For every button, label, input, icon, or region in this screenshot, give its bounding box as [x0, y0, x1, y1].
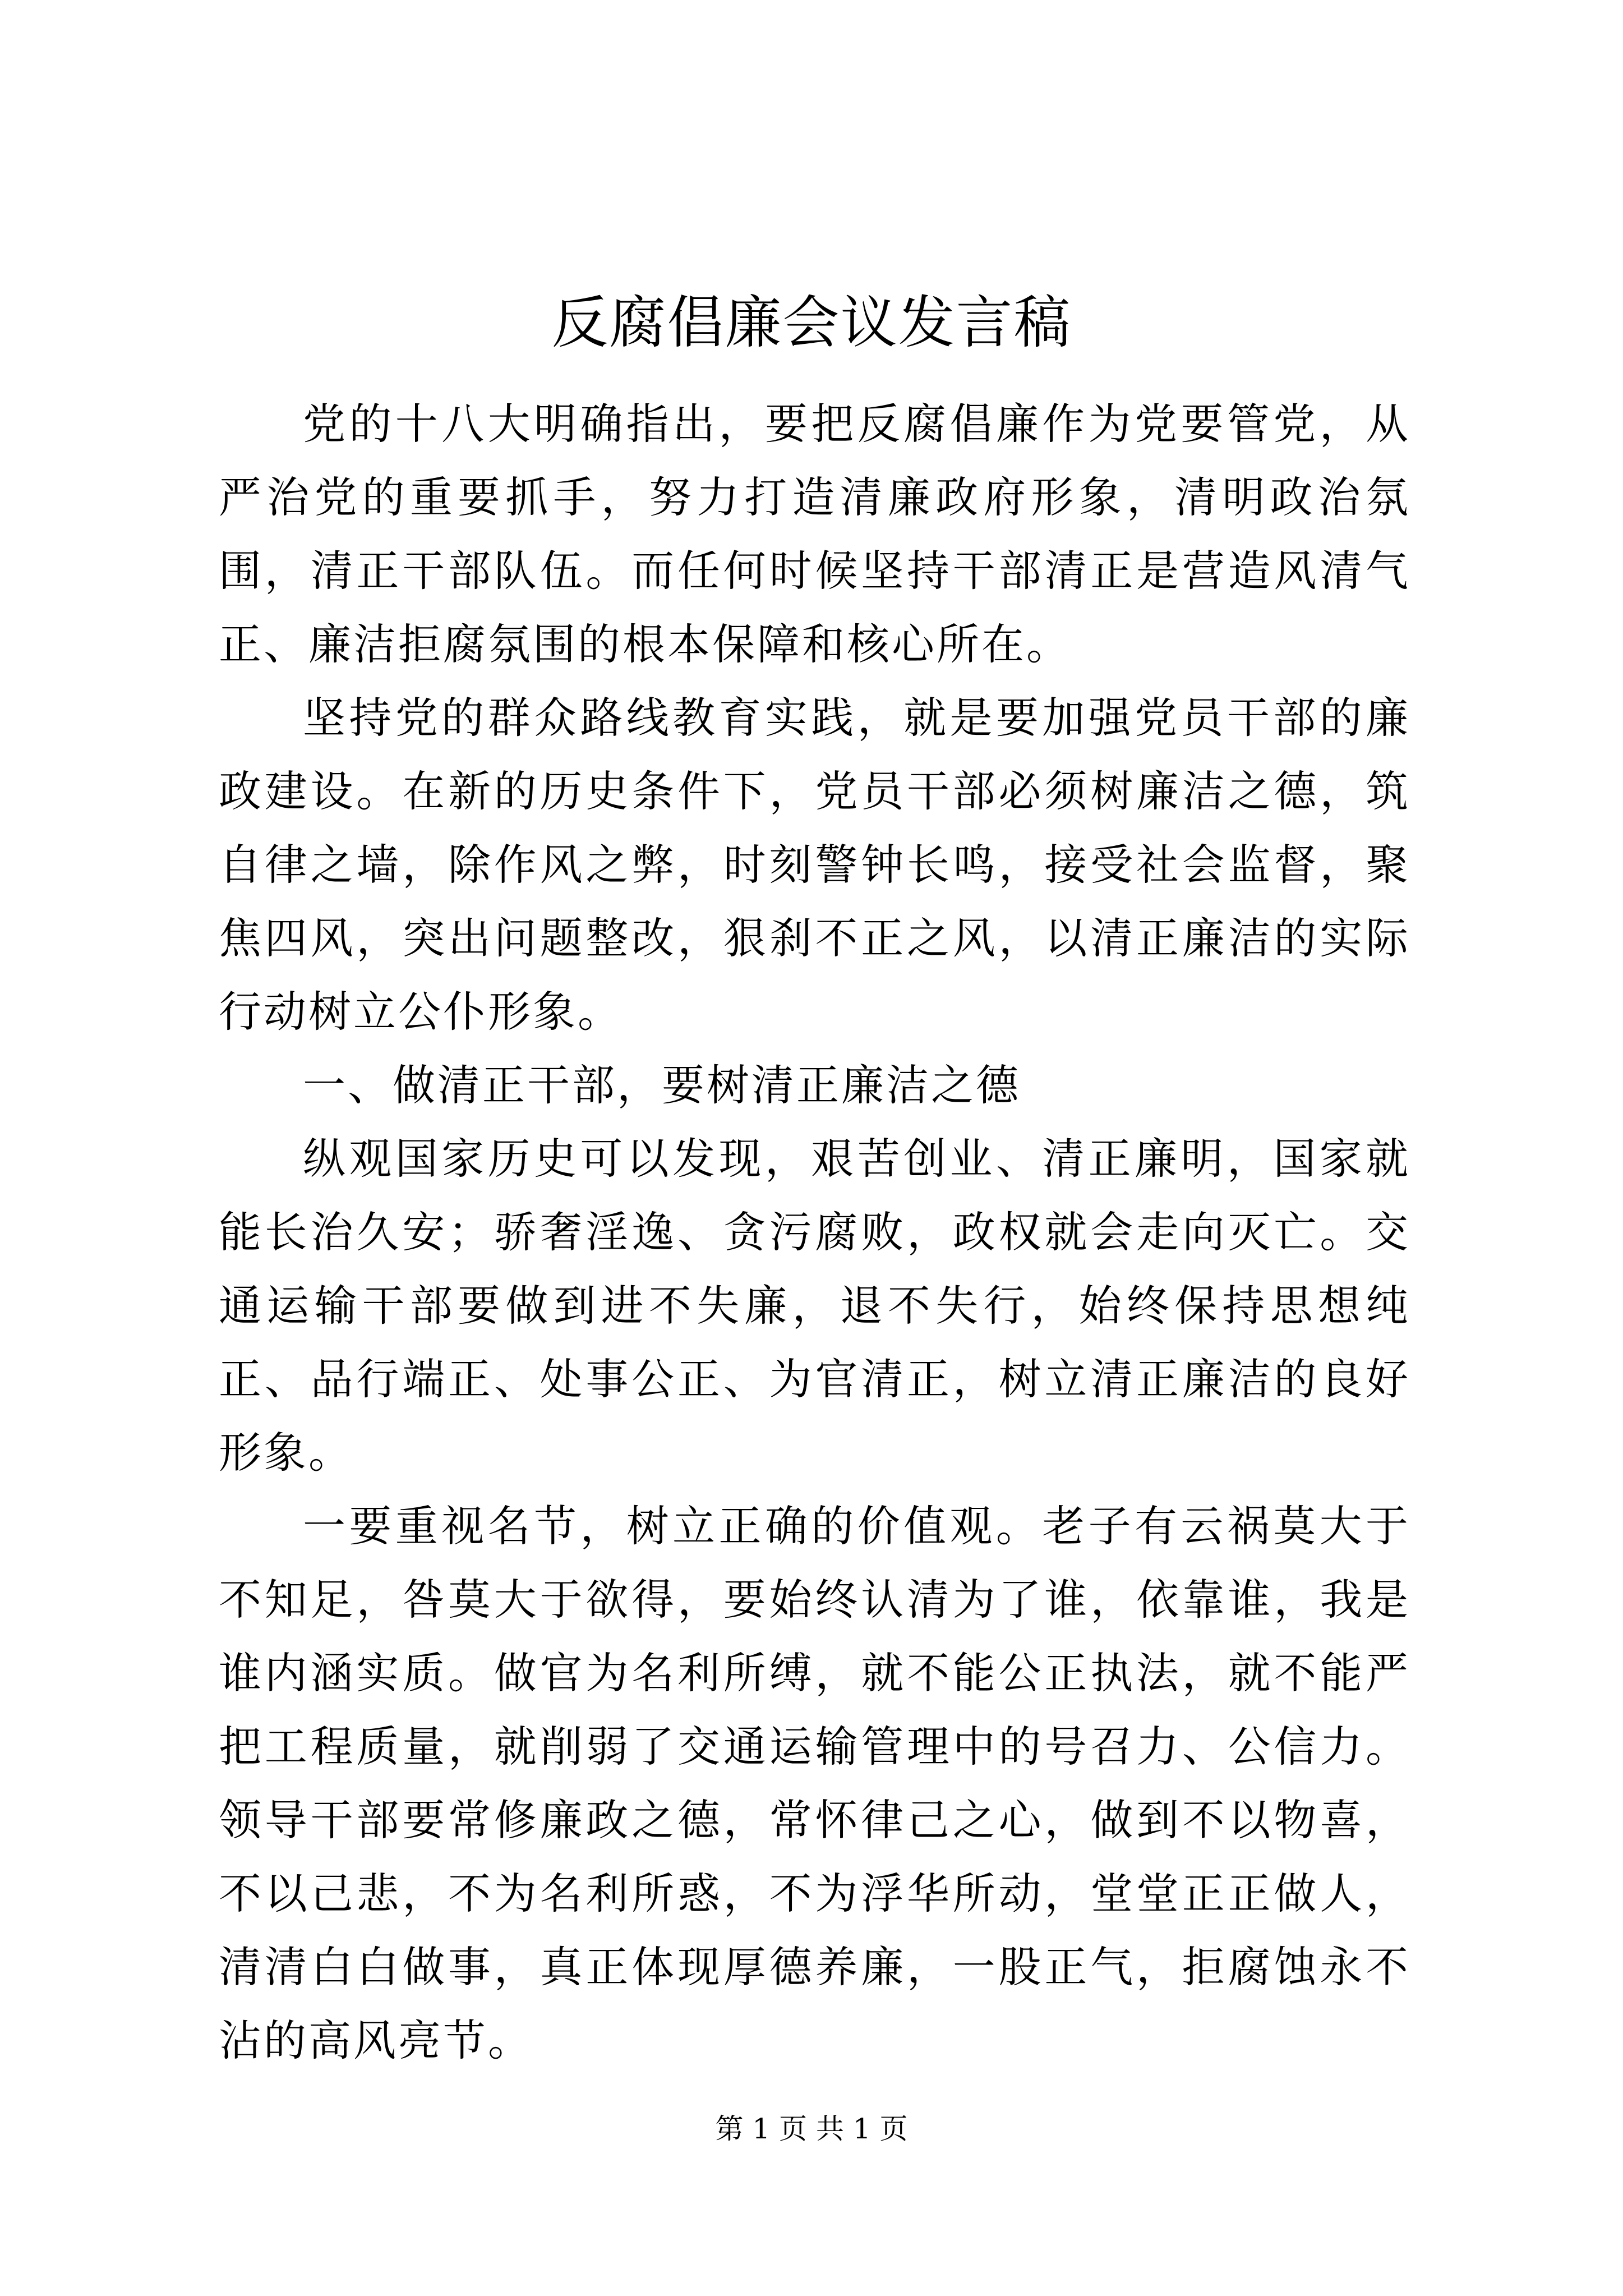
document-title: 反腐倡廉会议发言稿 — [551, 289, 1072, 356]
paragraph-1: 党的十八大明确指出，要把反腐倡廉作为党要管党，从严治党的重要抓手，努力打造清廉政府形象，清明政治氛围，清正干部队伍。而任何时候坚持干部清正是营造风清气正、廉洁拒腐氛围的根本保障和核心所在。 — [219, 399, 1410, 669]
section-heading-1: 一、做清正干部，要树清正廉洁之德 — [303, 1060, 1021, 1110]
paragraph-3: 纵观国家历史可以发现，艰苦创业、清正廉明，国家就能长治久安；骄奢淫逸、贪污腐败，政权就会走向灭亡。交通运输干部要做到进不失廉，退不失行，始终保持思想纯正、品行端正、处事公正、为官清正，树立清正廉洁的良好形象。 — [219, 1134, 1410, 1478]
document-body — [219, 387, 1410, 2077]
paragraph-2: 坚持党的群众路线教育实践，就是要加强党员干部的廉政建设。在新的历史条件下，党员干部必须树廉洁之德，筑自律之墙，除作风之弊，时刻警钟长鸣，接受社会监督，聚焦四风，突出问题整改，狠刹不正之风，以清正廉洁的实际行动树立公仆形象。 — [219, 693, 1410, 1037]
paragraph-4: 一要重视名节，树立正确的价值观。老子有云祸莫大于不知足，咎莫大于欲得，要始终认清为了谁，依靠谁，我是谁内涵实质。做官为名利所缚，就不能公正执法，就不能严把工程质量，就削弱了交通运输管理中的号召力、公信力。领导干部要常修廉政之德，常怀律己之心，做到不以物喜，不以己悲，不为名利所惑，不为浮华所动，堂堂正正做人，清清白白做事，真正体现厚德养廉，一股正气，拒腐蚀永不沾的高风亮节。 — [219, 1501, 1410, 2065]
page-footer: 第 1 页 共 1 页 — [715, 2113, 908, 2145]
